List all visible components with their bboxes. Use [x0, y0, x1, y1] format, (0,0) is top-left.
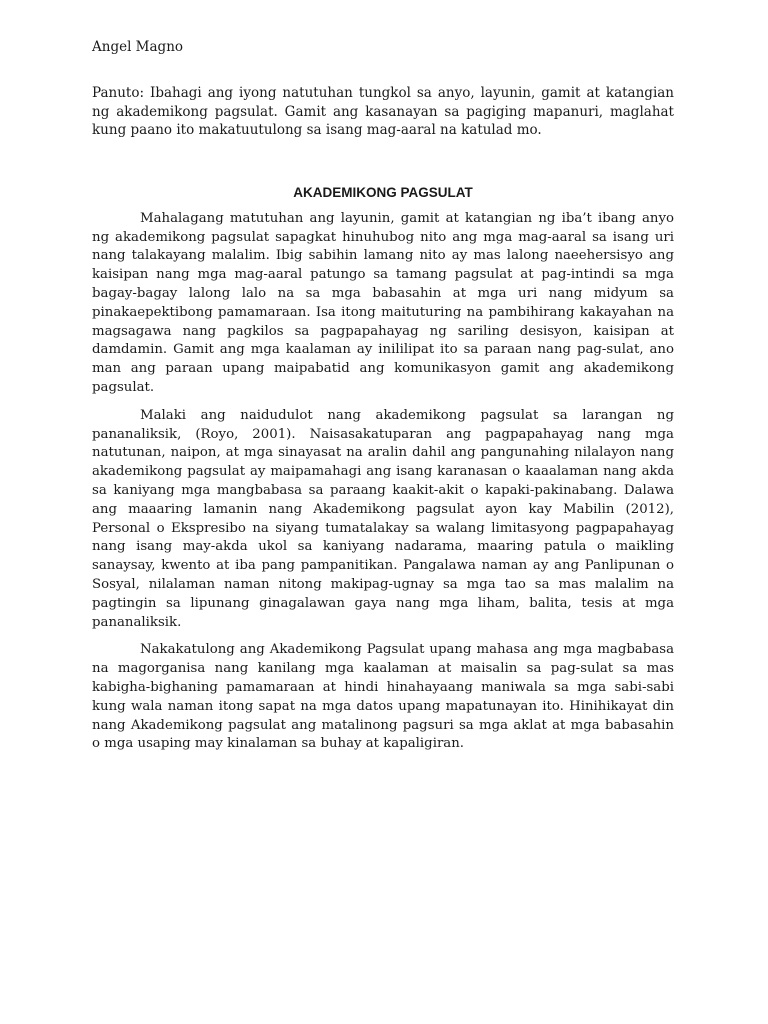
paragraph-3: Nakakatulong ang Akademikong Pagsulat upang mahasa ang mga magbabasa na magorganisa nang kanilang mga kaalaman at maisalin sa pag-sulat sa mas kabigha-bighaning pamamaraan at hindi hinahayaang maniwala sa mga sabi-sabi kung wala naman itong sapat na mga datos upang mapatunayan ito. Hinihikayat din nang Akademikong pagsulat ang matalinong pagsuri sa mga aklat at mga babasahin o mga usaping may kinalaman sa buhay at kapaligiran. — [92, 642, 674, 752]
essay-body — [92, 210, 674, 754]
instructions-text: Panuto: Ibahagi ang iyong natutuhan tungkol sa anyo, layunin, gamit at katangian ng akademikong pagsulat. Gamit ang kasanayan sa pagiging mapanuri, maglahat kung paano ito makatuutulong sa isang mag-aaral na katulad mo. — [92, 85, 674, 139]
document-page — [92, 38, 674, 754]
essay-title: AKADEMIKONG PAGSULAT — [293, 184, 473, 200]
author-name: Angel Magno — [92, 39, 184, 55]
paragraph-1: Mahalagang matutuhan ang layunin, gamit at katangian ng iba’t ibang anyo ng akademikong pagsulat sapagkat hinuhubog nito ang mga mag-aaral sa isang uri nang talakayang malalim. Ibig sabihin lamang nito ay mas lalong naeehersisyo ang kaisipan nang mga mag-aaral patungo sa tamang pagsulat at pag-intindi sa mga bagay-bagay lalong lalo na sa mga babasahin at mga uri nang midyum sa pinakaepektibong pamamaraan. Isa itong maituturing na pambihirang kakayahan na magsagawa nang pagkilos sa pagpapahayag ng sariling desisyon, kaisipan at damdamin. Gamit ang mga kaalaman ay inililipat ito sa paraan nang pag-sulat, ano man ang paraan upang maipabatid ang komunikasyon gamit ang akademikong pagsulat. — [92, 210, 674, 395]
paragraph-2: Malaki ang naidudulot nang akademikong pagsulat sa larangan ng pananaliksik, (Royo, 2001). Naisasakatuparan ang pagpapahayag nang mga natutunan, naipon, at mga sinayasat na aralin dahil ang pangunahing nilalayon nang akademikong pagsulat ay maipamahagi ang isang karanasan o kaaalaman nang akda sa kaniyang mga mangbabasa sa paraang kaakit-akit o kapaki-pakinabang. Dalawa ang maaaring lamanin nang Akademikong pagsulat ayon kay Mabilin (2012), Personal o Ekspresibo na siyang tumatalakay sa walang limitasyong pagpapahayag nang isang may-akda ukol sa kaniyang nadarama, maaring patula o maikling sanaysay, kwento at iba pang pampanitikan. Pangalawa naman ay ang Panlipunan o Sosyal, nilalaman naman nitong makipag-ugnay sa mga tao sa mas malalim na pagtingin sa lipunang ginagalawan gaya nang mga liham, balita, tesis at mga pananaliksik. — [92, 407, 674, 630]
